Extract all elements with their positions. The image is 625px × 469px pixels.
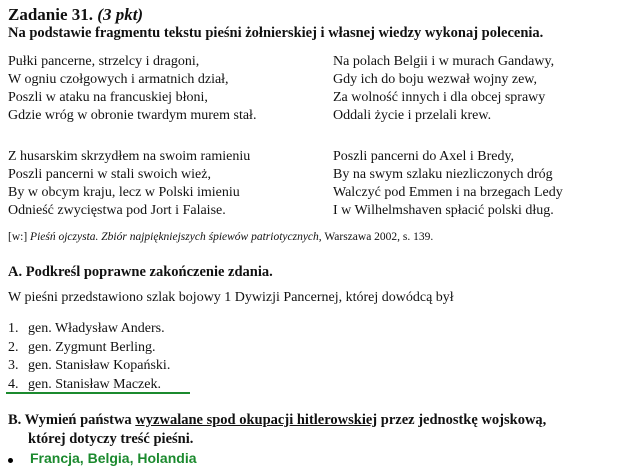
answer-underline <box>6 392 190 394</box>
answer-options <box>8 320 170 394</box>
poem-line: Poszli pancerni w stali swoich wież, <box>8 167 211 182</box>
section-b-underlined: wyzwalane spod okupacji hitlerowskiej <box>135 412 378 428</box>
option-number: 2. <box>8 339 19 355</box>
option-number: 4. <box>8 376 19 392</box>
poem-line: Gdzie wróg w obronie twardym murem stał. <box>8 108 257 123</box>
option-number: 1. <box>8 321 19 336</box>
poem-line: Oddali życie i przelali krew. <box>333 108 492 123</box>
option-text: gen. Władysław Anders. <box>28 321 165 336</box>
source-rest: Warszawa 2002, s. 139. <box>321 231 434 243</box>
task-title <box>8 5 143 25</box>
poem-line: Gdy ich do boju wezwał wojny zew, <box>333 72 537 87</box>
section-a-heading: A. Podkreśl poprawne zakończenie zdania. <box>8 264 273 280</box>
poem-line: I w Wilhelmshaven spłacić polski dług. <box>333 203 554 218</box>
bullet-dot <box>8 458 13 463</box>
source-prefix: [w:] <box>8 231 31 243</box>
section-a-stem: W pieśni przedstawiono szlak bojowy 1 Dywizji Pancernej, której dowódcą był <box>8 290 454 305</box>
option-1[interactable] <box>8 320 170 339</box>
section-b-heading <box>8 411 546 449</box>
poem-line: By w obcym kraju, lecz w Polski imieniu <box>8 185 240 200</box>
poem-line: Na polach Belgii i w murach Gandawy, <box>333 54 555 69</box>
poem-line: Poszli pancerni do Axel i Bredy, <box>333 149 515 164</box>
poem-right-stanza-1 <box>333 53 554 125</box>
section-b-after: przez jednostkę wojskową, <box>377 412 547 428</box>
option-text: gen. Zygmunt Berling. <box>28 339 156 355</box>
poem-left-stanza-2 <box>8 148 250 220</box>
poem-line: Poszli w ataku na francuskiej błoni, <box>8 90 208 105</box>
poem-right-stanza-2 <box>333 148 563 220</box>
task-number: Zadanie 31. <box>8 5 94 24</box>
section-b-label: B. Wymień państwa <box>8 412 136 428</box>
section-b-line2: której dotyczy treść pieśni. <box>28 431 194 447</box>
poem-line: W ogniu czołgowych i armatnich dział, <box>8 72 229 87</box>
option-text: gen. Stanisław Maczek. <box>28 376 161 392</box>
handwritten-answer[interactable]: Francja, Belgia, Holandia <box>30 450 197 466</box>
poem-line: Pułki pancerne, strzelcy i dragoni, <box>8 54 200 69</box>
poem-line: By na swym szlaku niezliczonych dróg <box>333 167 553 182</box>
option-3[interactable] <box>8 357 170 376</box>
option-2[interactable] <box>8 339 170 358</box>
poem-line: Za wolność innych i dla obcej sprawy <box>333 90 546 105</box>
poem-left-stanza-1 <box>8 53 256 125</box>
poem-line: Walczyć pod Emmen i na brzegach Ledy <box>333 185 563 200</box>
source-citation <box>8 231 433 243</box>
option-text: gen. Stanisław Kopański. <box>28 358 171 373</box>
source-title: Pieśń ojczysta. Zbiór najpiękniejszych śpiewów patriotycznych, <box>30 231 322 243</box>
poem-line: Z husarskim skrzydłem na swoim ramieniu <box>8 149 251 164</box>
task-instruction: Na podstawie fragmentu tekstu pieśni żołnierskiej i własnej wiedzy wykonaj polecenia. <box>8 25 544 41</box>
option-number: 3. <box>8 358 19 373</box>
poem-line: Odnieść zwycięstwa pod Jort i Falaise. <box>8 203 226 218</box>
task-points: (3 pkt) <box>97 5 144 24</box>
